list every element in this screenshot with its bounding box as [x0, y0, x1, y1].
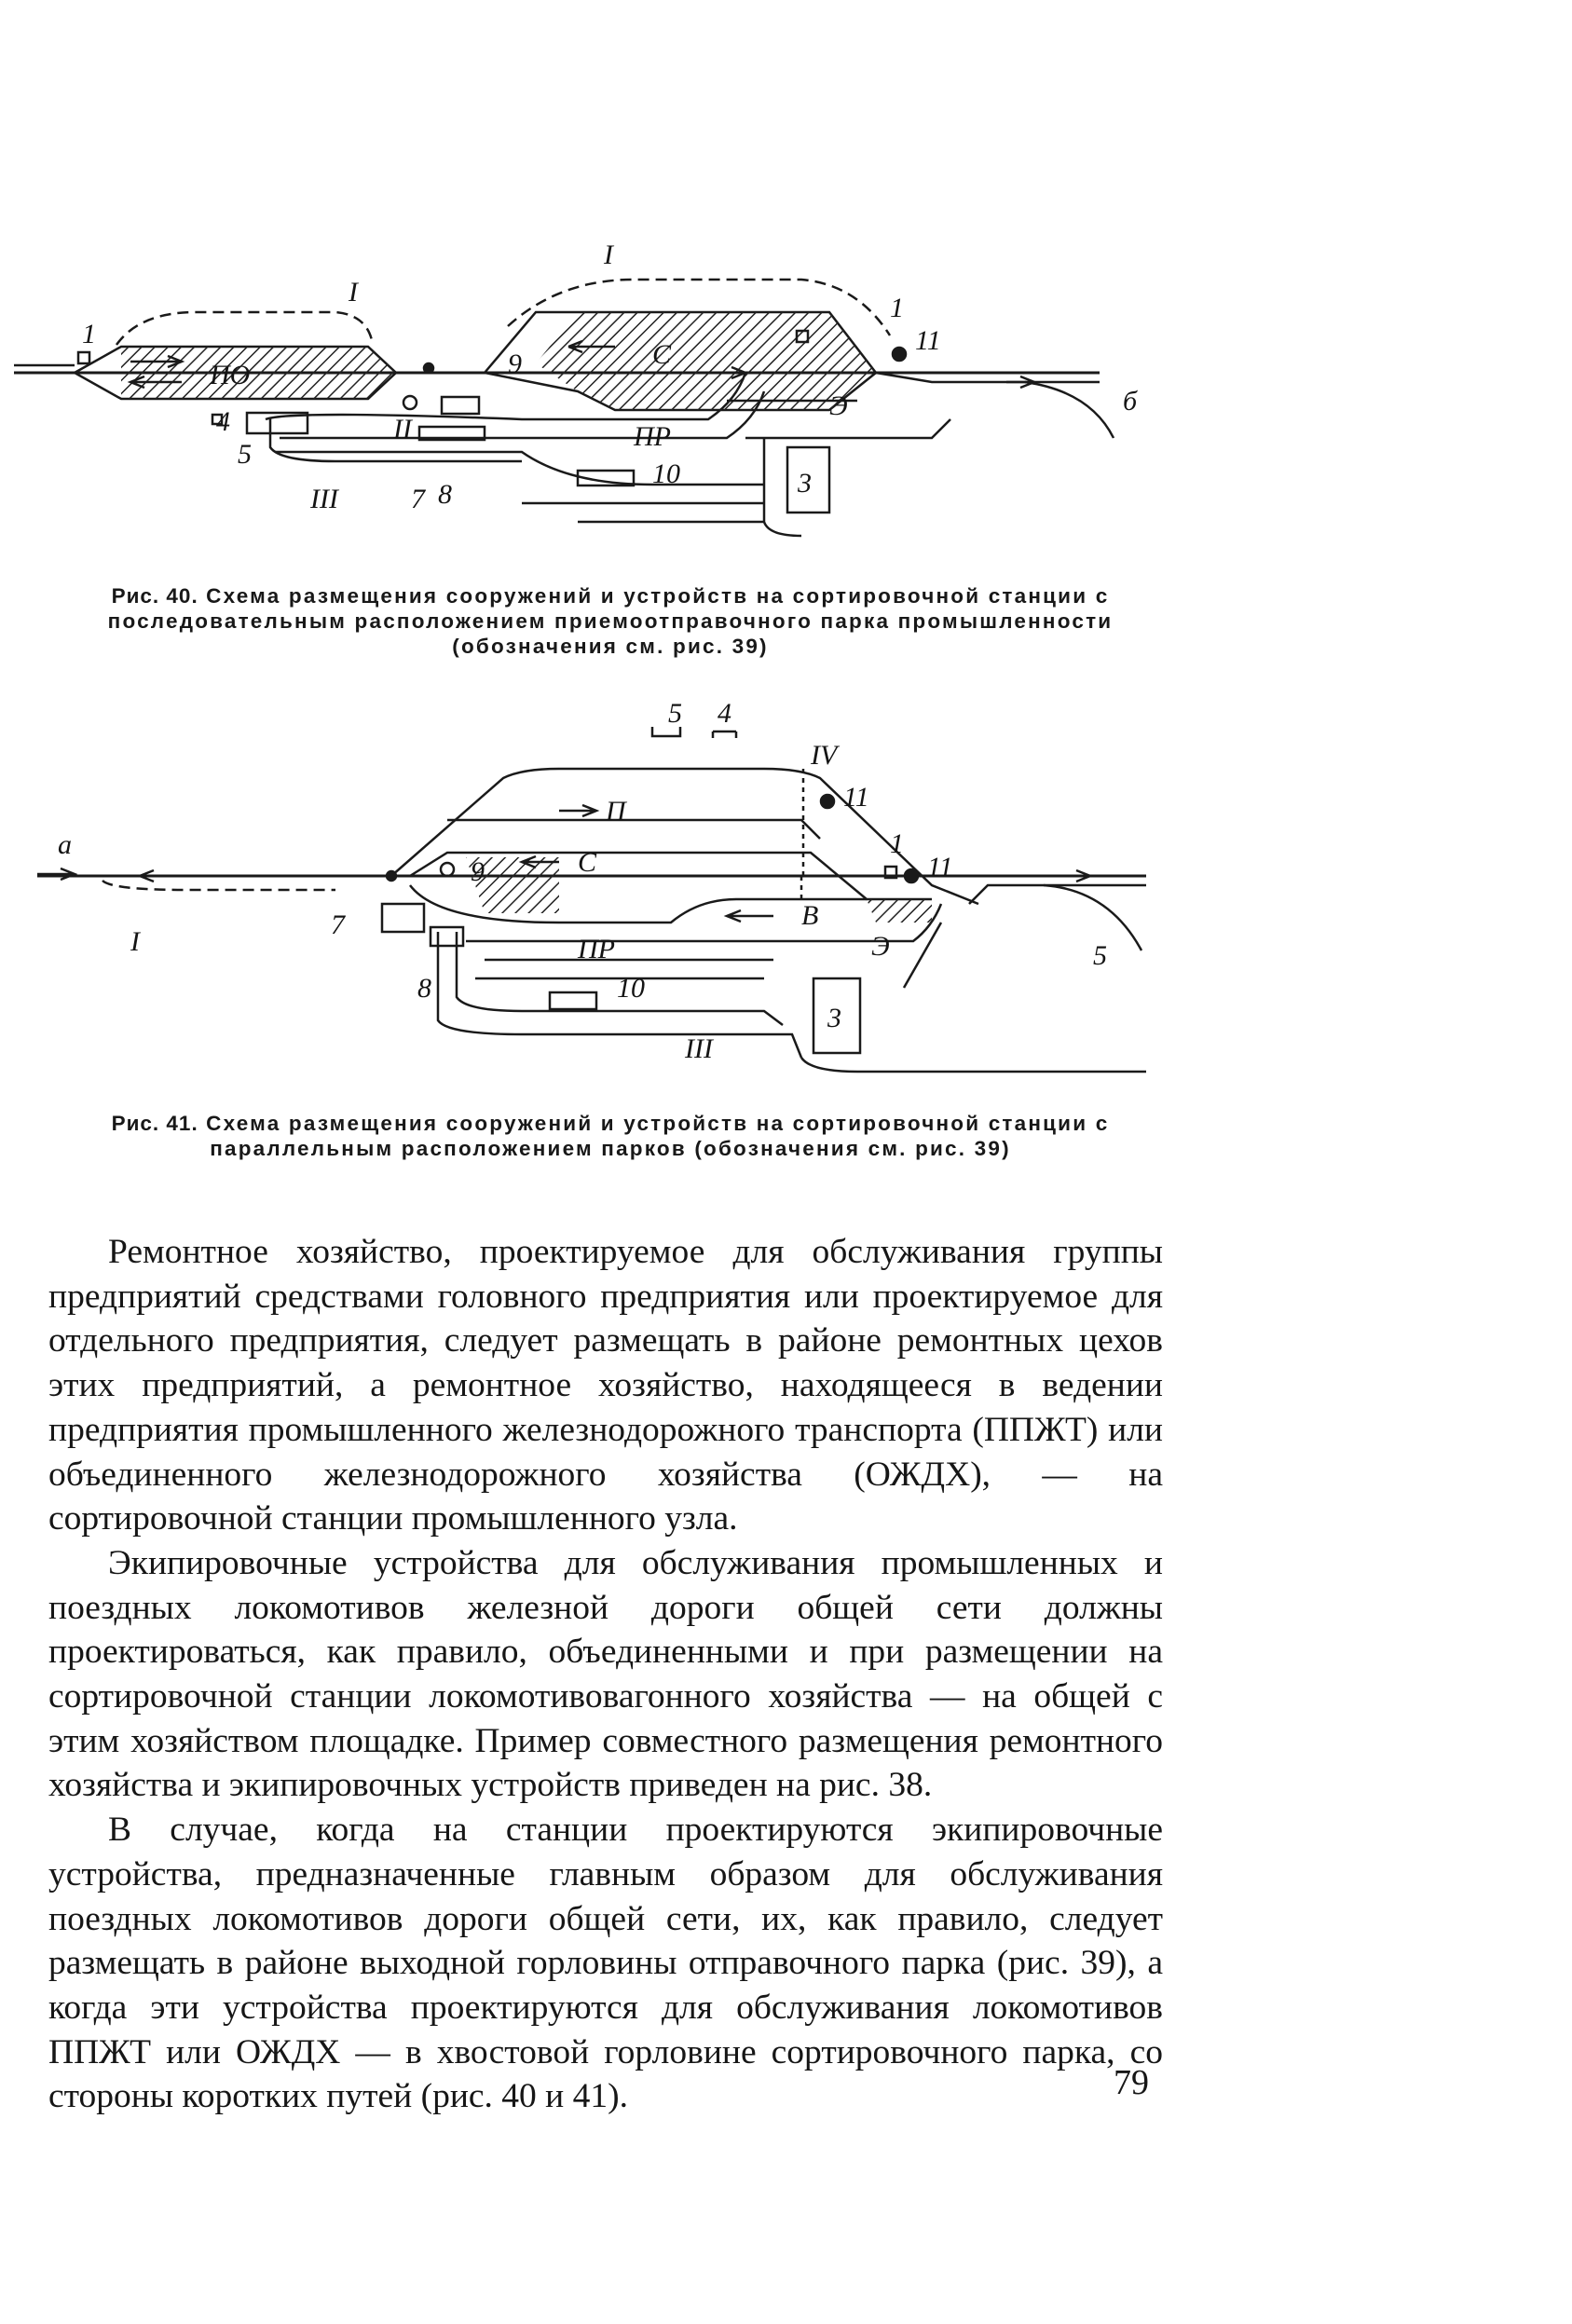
- label-fig40-park-c: С: [652, 339, 672, 370]
- label-fig40-num-e: Э: [829, 390, 848, 421]
- label-fig41-park-p: П: [606, 796, 626, 827]
- label-fig41-num-7: 7: [331, 909, 345, 940]
- label-fig41-num-11-right: 11: [927, 852, 953, 882]
- paragraph-2: Экипировочные устройства для обслуживания промышленных и поездных локомотивов железной дороги общей сети должны проектироваться, как правило, объединенными и при размещении на сортировочной станции локомотивовагонного хозяйства — на общей с этим хозяйством площадке. Пример совместного размещения ремонтного хозяйства и экипировочных устройств приведен на рис. 38.: [48, 1543, 1163, 1805]
- label-fig40-num-9: 9: [508, 349, 522, 379]
- figure-40-caption-text: Схема размещения сооружений и устройств на сортировочной станции с последовательным расположением приемоотправочного парка промышленности (обозначения см. рис. 39): [107, 584, 1114, 658]
- page-number: 79: [1114, 2063, 1149, 2102]
- label-fig40-num-11: 11: [915, 325, 941, 356]
- figure-40-diagram: [0, 0, 1572, 559]
- label-fig41-park-v: В: [801, 900, 819, 931]
- park-c-hatch: [536, 312, 876, 410]
- figure-41-diagram: [0, 690, 1572, 1100]
- label-fig41-upper-5: 5: [668, 698, 682, 729]
- label-fig40-num-3: 3: [798, 468, 812, 499]
- label-fig40-upper-I: I: [349, 277, 358, 308]
- figure-41-caption: [56, 1111, 1165, 1161]
- label-fig40-num-4: 4: [216, 406, 230, 437]
- paragraph-3: В случае, когда на станции проектируются экипировочные устройства, предназначенные главным образом для обслуживания поездных локомотивов дороги общей сети, их, как правило, следует размещать в районе выходной горловины отправочного парка (рис. 39), а когда эти устройства проектируются для обслуживания локомотивов ППЖТ или ОЖДХ — в хвостовой горловине сортировочного парка, со стороны коротких путей (рис. 40 и 41).: [48, 1811, 1163, 2116]
- label-fig40-park-po: ПО: [210, 360, 251, 390]
- label-fig40-num-II: II: [393, 414, 412, 444]
- label-fig41-num-I: I: [130, 926, 140, 957]
- label-fig41-num-III: III: [685, 1033, 713, 1064]
- label-fig41-a: а: [58, 829, 72, 860]
- label-fig40-num-7: 7: [411, 484, 425, 514]
- label-fig40-num-III: III: [310, 484, 338, 514]
- figure-40-caption: [56, 583, 1165, 659]
- label-fig41-num-5-right: 5: [1093, 940, 1107, 971]
- label-fig41-num-9: 9: [471, 856, 485, 887]
- label-fig41-park-c: С: [578, 847, 597, 878]
- label-fig41-num-8: 8: [417, 973, 431, 1004]
- label-fig41-num-10: 10: [617, 973, 645, 1004]
- label-fig41-num-1: 1: [890, 828, 904, 859]
- label-fig40-park-pr: ПР: [634, 421, 671, 452]
- label-fig41-num-11-upper: 11: [843, 782, 869, 813]
- park-v-hatch: [867, 899, 932, 923]
- body-text: [48, 1230, 1163, 2119]
- label-fig40-num-5: 5: [238, 439, 252, 470]
- figure-40-number: Рис. 40.: [111, 584, 198, 608]
- label-fig40-num-1-right: 1: [890, 293, 904, 323]
- label-fig41-num-3: 3: [827, 1003, 841, 1033]
- label-fig40-num-8: 8: [438, 479, 452, 510]
- park-po-hatch: [121, 347, 396, 399]
- paragraph-1: Ремонтное хозяйство, проектируемое для обслуживания группы предприятий средствами головного предприятия или проектируемое для отдельного предприятия, следует размещать в районе ремонтных цехов этих предприятий, а ремонтное хозяйство, находящееся в ведении предприятия промышленного железнодорожного транспорта (ППЖТ) или объединенного железнодорожного хозяйства (ОЖДХ), — на сортировочной станции промышленного узла.: [48, 1233, 1163, 1538]
- label-fig40-lower-I: I: [604, 239, 613, 270]
- label-fig41-upper-4: 4: [718, 698, 731, 729]
- label-fig41-num-e: Э: [871, 931, 890, 962]
- figure-41-caption-text: Схема размещения сооружений и устройств на сортировочной станции с параллельным расположением парков (обозначения см. рис. 39): [206, 1112, 1110, 1160]
- label-fig40-num-1-left: 1: [82, 319, 96, 349]
- label-fig40-num-6: б: [1123, 386, 1138, 417]
- label-fig41-num-IV: IV: [811, 740, 838, 771]
- label-fig40-num-10: 10: [652, 458, 680, 489]
- label-fig41-park-pr: ПР: [578, 934, 615, 964]
- figure-41-number: Рис. 41.: [111, 1112, 198, 1135]
